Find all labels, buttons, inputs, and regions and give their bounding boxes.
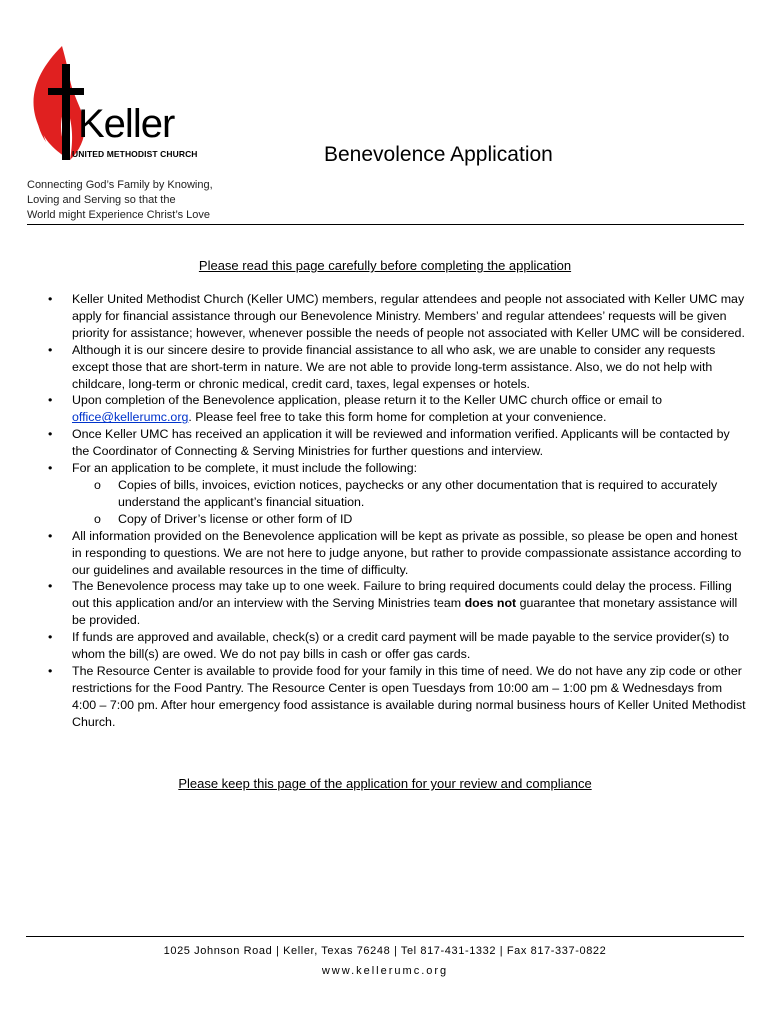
list-item — [48, 460, 748, 528]
sub-list-item: o Copy of Driver’s license or other form of ID — [72, 511, 748, 528]
closing-note: Please keep this page of the application for your review and compliance — [178, 776, 592, 791]
office-email-link[interactable]: office@kellerumc.org — [72, 410, 189, 425]
logo-subtitle: UNITED METHODIST CHURCH — [72, 149, 198, 159]
list-item: • Although it is our sincere desire to provide financial assistance to all who ask, we are unable to consider any requests except those that are short-term in nature. We are not able to provide long-term assistance. Also, we do not help with childcare, long-term or chronic medical, credit card, taxes, legal expenses or hotels. — [48, 342, 748, 393]
list-item: • If funds are approved and available, check(s) or a credit card payment will be made payable to the service provider(s) to whom the bill(s) are owed. We do not pay bills in cash or offer gas cards. — [48, 629, 748, 663]
item-text: For an application to be complete, it must include the following: — [72, 461, 418, 476]
emphasis-text: does not — [464, 596, 517, 611]
list-item: • The Resource Center is available to provide food for your family in this time of need. We do not have any zip code or other restrictions for the Food Pantry. The Resource Center is open Tuesdays from 10:00 am – 1:00 pm & Wednesdays from 4:00 – 7:00 pm. After hour emergency food assistance is available during normal business hours of Keller United Methodist Church. — [48, 663, 748, 731]
tagline-line-2: Loving and Serving so that the — [27, 194, 176, 206]
item-text: Upon completion of the Benevolence application, please return it to the Keller UMC church office or email to — [72, 393, 663, 408]
logo-wordmark: Keller — [78, 102, 175, 146]
instructions-list — [48, 291, 748, 731]
tagline-line-1: Connecting God’s Family by Knowing, — [27, 179, 213, 191]
list-item: • All information provided on the Benevolence application will be kept as private as possible, so please be open and honest in responding to questions. We are not here to judge anyone, but rather to provide compassionate assistance according to our guidelines and available resources in the time of difficulty. — [48, 528, 748, 579]
tagline-line-3: World might Experience Christ’s Love — [27, 209, 211, 221]
requirements-sublist — [72, 477, 748, 528]
item-text: guarantee that monetary assistance will be provided. — [72, 596, 738, 628]
item-text: . Please feel free to take this form home for completion at your convenience. — [188, 410, 607, 425]
page-title: Benevolence Application — [324, 143, 553, 166]
list-item — [48, 578, 748, 629]
item-text: The Benevolence process may take up to one week. Failure to bring required documents could delay the process. Filling out this application and/or an interview with the Serving Ministries team — [72, 579, 732, 611]
footer-divider — [26, 936, 744, 937]
footer-address: 1025 Johnson Road | Keller, Texas 76248 | Tel 817-431-1332 | Fax 817-337-0822 — [163, 945, 607, 957]
footer-website: www.kellerumc.org — [321, 965, 449, 977]
tagline — [27, 178, 267, 223]
instructions-heading: Please read this page carefully before completing the application — [198, 258, 572, 273]
header-divider — [27, 224, 744, 225]
sub-list-item: o Copies of bills, invoices, eviction notices, paychecks or any other documentation that is required to accurately understand the applicant’s financial situation. — [72, 477, 748, 511]
list-item: • Once Keller UMC has received an application it will be reviewed and information verified. Applicants will be contacted by the Coordinator of Connecting & Serving Ministries for further questions and interview. — [48, 426, 748, 460]
list-item: • Keller United Methodist Church (Keller UMC) members, regular attendees and people not associated with Keller UMC may apply for financial assistance through our Benevolence Ministry. Members’ and regular attendees’ requests will be given priority for assistance; however, whenever possible the needs of people not associated with Keller UMC will be considered. — [48, 291, 748, 342]
list-item — [48, 392, 748, 426]
